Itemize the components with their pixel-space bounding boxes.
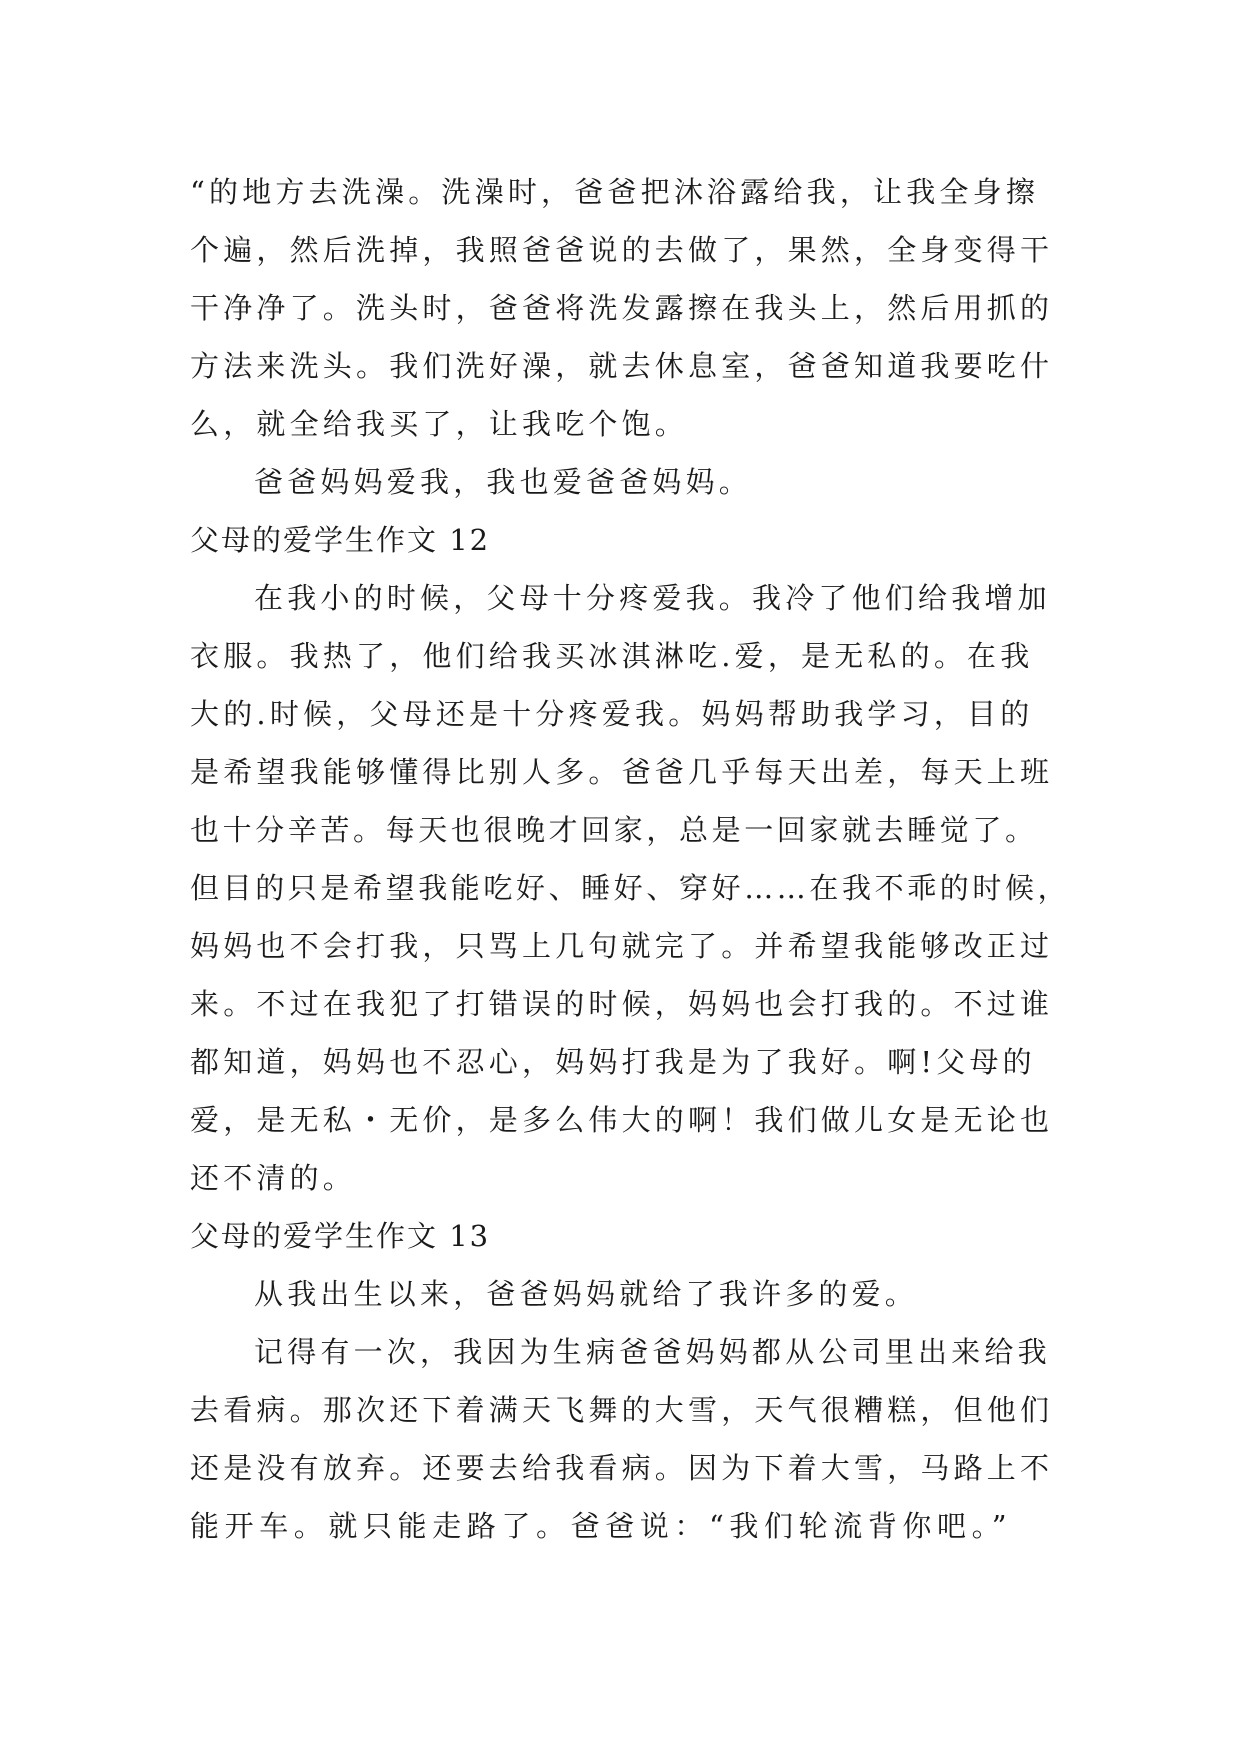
body-line: 干净净了。洗头时，爸爸将洗发露擦在我头上，然后用抓的: [190, 291, 1054, 325]
paragraph-first-line: 从我出生以来，爸爸妈妈就给了我许多的爱。: [254, 1277, 919, 1311]
body-line: 去看病。那次还下着满天飞舞的大雪，天气很糟糕，但他们: [190, 1393, 1054, 1427]
document-body: [190, 163, 1070, 1555]
body-line: 爱，是无私・无价，是多么伟大的啊！我们做儿女是无论也: [190, 1103, 1054, 1137]
body-line: 还是没有放弃。还要去给我看病。因为下着大雪，马路上不: [190, 1451, 1054, 1485]
body-line: 都知道，妈妈也不忍心，妈妈打我是为了我好。啊!父母的: [190, 1045, 1036, 1079]
body-line: 衣服。我热了，他们给我买冰淇淋吃.爱，是无私的。在我: [190, 639, 1034, 673]
body-line: 么，就全给我买了，让我吃个饱。: [190, 407, 689, 441]
body-line: 但目的只是希望我能吃好、睡好、穿好……在我不乖的时候，: [190, 871, 1071, 905]
body-line: 也十分辛苦。每天也很晚才回家，总是一回家就去睡觉了。: [190, 813, 1038, 847]
body-line: 还不清的。: [190, 1161, 357, 1195]
paragraph-first-line: 在我小的时候，父母十分疼爱我。我冷了他们给我增加: [254, 581, 1051, 615]
body-line: “的地方去洗澡。洗澡时，爸爸把沐浴露给我，让我全身擦: [190, 175, 1040, 209]
paragraph-first-line: 爸爸妈妈爱我，我也爱爸爸妈妈。: [254, 465, 753, 499]
body-line: 方法来洗头。我们洗好澡，就去休息室，爸爸知道我要吃什: [190, 349, 1054, 383]
paragraph-first-line: 记得有一次，我因为生病爸爸妈妈都从公司里出来给我: [254, 1335, 1051, 1369]
body-line: 能开车。就只能走路了。爸爸说：“我们轮流背你吧。”: [190, 1509, 1013, 1543]
section-heading: 父母的爱学生作文 12: [190, 523, 491, 557]
body-line: 大的.时候，父母还是十分疼爱我。妈妈帮助我学习，目的: [190, 697, 1034, 731]
body-line: 个遍，然后洗掉，我照爸爸说的去做了，果然，全身变得干: [190, 233, 1054, 267]
body-line: 妈妈也不会打我，只骂上几句就完了。并希望我能够改正过: [190, 929, 1054, 963]
body-line: 来。不过在我犯了打错误的时候，妈妈也会打我的。不过谁: [190, 987, 1054, 1021]
body-line: 是希望我能够懂得比别人多。爸爸几乎每天出差，每天上班: [190, 755, 1054, 789]
section-heading: 父母的爱学生作文 13: [190, 1219, 491, 1253]
